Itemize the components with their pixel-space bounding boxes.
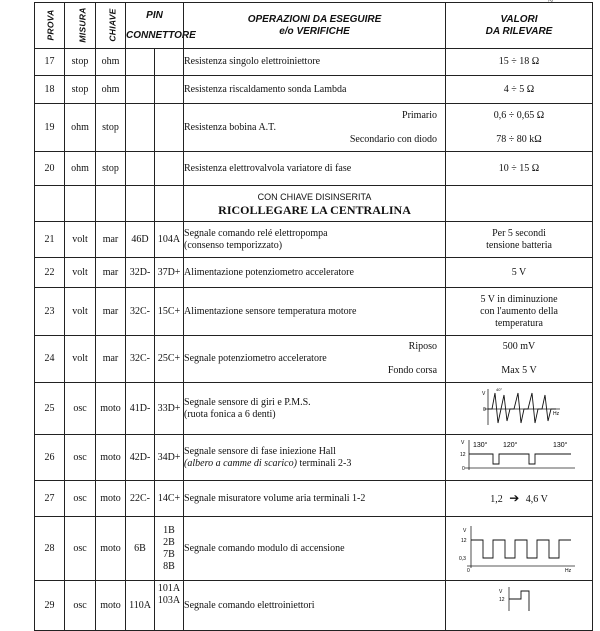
header-chiave: CHIAVE <box>96 3 126 49</box>
chiave-cell: moto <box>96 435 126 481</box>
operation-cell: Alimentazione sensore temperatura motore <box>184 288 446 336</box>
wave25-v-label: V <box>482 390 486 397</box>
wave28-hz-label: Hz <box>565 567 572 574</box>
wave26-angle1: 130° <box>473 441 488 449</box>
empty-cell <box>96 186 126 222</box>
pin1-cell: 110A <box>126 581 155 631</box>
misura-cell: ohm <box>65 104 96 152</box>
prova-cell: 17 <box>35 49 65 76</box>
value-end: 4,6 V <box>525 493 548 505</box>
pin1-cell: 32C- <box>126 336 155 383</box>
value-secondario: 78 ÷ 80 kΩ <box>496 133 542 145</box>
pin1-cell <box>126 49 155 76</box>
operation-cell: Segnale comando relé elettropompa (consenso temporizzato) <box>184 222 446 258</box>
prova-cell: 29 <box>35 581 65 631</box>
header-prova: PROVA <box>35 3 65 49</box>
wave26-v-label: V <box>461 439 465 446</box>
value-cell: 10 ÷ 15 Ω <box>446 152 593 186</box>
value-cell <box>446 581 593 631</box>
wave28-12-label: 12 <box>461 537 467 544</box>
prova-cell: 19 <box>35 104 65 152</box>
value-riposo: 500 mV <box>502 341 536 352</box>
table-row <box>35 288 593 336</box>
misura-cell: osc <box>65 435 96 481</box>
pin2-cell: 14C+ <box>155 481 184 517</box>
header-row <box>35 3 593 49</box>
header-operazioni: OPERAZIONI DA ESEGUIRE e/o VERIFICHE <box>184 3 446 49</box>
operation-cell: Resistenza singolo elettroiniettore <box>184 49 446 76</box>
op-main: Segnale potenziometro acceleratore <box>184 353 327 364</box>
pin2-cell: 37D+ <box>155 258 184 288</box>
chiave-cell: moto <box>96 581 126 631</box>
op-fondo-corsa: Fondo corsa <box>387 365 438 376</box>
value-fondo-corsa: Max 5 V <box>501 365 537 376</box>
misura-cell: osc <box>65 383 96 435</box>
wave26-angle3: 130° <box>553 441 568 449</box>
empty-cell <box>65 186 96 222</box>
pin1-cell: 6B <box>126 517 155 581</box>
op-main: Resistenza bobina A.T. <box>184 121 277 133</box>
value-cell: 4 ÷ 5 Ω <box>446 76 593 104</box>
operation-cell <box>184 336 446 383</box>
operation-cell: Resistenza elettrovalvola variatore di fase <box>184 152 446 186</box>
pin1-cell: 32D- <box>126 258 155 288</box>
pin2-cell: 34D+ <box>155 435 184 481</box>
misura-cell: osc <box>65 517 96 581</box>
pin1-cell: 42D- <box>126 435 155 481</box>
pin1-cell: 32C- <box>126 288 155 336</box>
value-cell <box>446 336 593 383</box>
misura-cell: osc <box>65 481 96 517</box>
waveform-injectors <box>459 581 579 611</box>
table-row <box>35 152 593 186</box>
corner-mark: ~ <box>548 0 554 7</box>
pin2-cell <box>155 49 184 76</box>
section-row <box>35 186 593 222</box>
op-riposo: Riposo <box>408 341 438 352</box>
wave28-zero-label: 0 <box>467 567 470 574</box>
prova-cell: 18 <box>35 76 65 104</box>
value-primario: 0,6 ÷ 0,65 Ω <box>493 109 545 121</box>
chiave-cell: mar <box>96 336 126 383</box>
operation-cell: Alimentazione potenziometro acceleratore <box>184 258 446 288</box>
section-title <box>184 186 446 222</box>
prova-cell: 28 <box>35 517 65 581</box>
header-pin-connettore <box>126 3 196 49</box>
chiave-cell: moto <box>96 383 126 435</box>
misura-cell: volt <box>65 222 96 258</box>
section-line1: CON CHIAVE DISINSERITA <box>257 191 372 202</box>
chiave-cell: stop <box>96 152 126 186</box>
header-connettore: CONNETTORE <box>126 29 196 41</box>
wave28-v-label: V <box>463 527 467 534</box>
value-cell: Per 5 secondi tensione batteria <box>446 222 593 258</box>
header-valori: VALORI DA RILEVARE <box>446 3 593 49</box>
value-cell <box>446 517 593 581</box>
chiave-cell: ohm <box>96 49 126 76</box>
section-line2: RICOLLEGARE LA CENTRALINA <box>218 202 411 217</box>
table-row <box>35 481 593 517</box>
table-row <box>35 104 593 152</box>
prova-cell: 20 <box>35 152 65 186</box>
op-primario: Primario <box>402 109 438 121</box>
empty-cell <box>126 186 155 222</box>
chiave-cell: mar <box>96 288 126 336</box>
empty-cell <box>155 186 184 222</box>
chiave-cell: moto <box>96 517 126 581</box>
waveform-hall-phase-sensor <box>459 436 579 476</box>
value-cell <box>446 481 593 517</box>
misura-cell: osc <box>65 581 96 631</box>
wave25-hz-label: Hz <box>553 410 560 417</box>
pin1-cell: 46D <box>126 222 155 258</box>
header-pin: PIN <box>146 9 163 21</box>
operation-cell: Resistenza riscaldamento sonda Lambda <box>184 76 446 104</box>
table-row <box>35 49 593 76</box>
wave29-v-label: V <box>499 589 503 595</box>
table-row <box>35 383 593 435</box>
pin2-cell: 15C+ <box>155 288 184 336</box>
prova-cell: 26 <box>35 435 65 481</box>
pin2-cell <box>155 152 184 186</box>
misura-cell: ohm <box>65 152 96 186</box>
value-cell <box>446 435 593 481</box>
prova-cell: 27 <box>35 481 65 517</box>
waveform-rpm-sensor <box>474 385 564 429</box>
header-misura: MISURA <box>65 3 96 49</box>
chiave-cell: mar <box>96 258 126 288</box>
pin2-cell: 101A 103A <box>155 581 184 631</box>
pin1-cell <box>126 104 155 152</box>
chiave-cell: mar <box>96 222 126 258</box>
prova-cell: 23 <box>35 288 65 336</box>
table-row <box>35 222 593 258</box>
misura-cell: volt <box>65 336 96 383</box>
prova-cell: 22 <box>35 258 65 288</box>
arrow-right-icon: ➔ <box>509 490 520 505</box>
pin2-cell: 25C+ <box>155 336 184 383</box>
pin1-cell <box>126 152 155 186</box>
misura-cell: stop <box>65 76 96 104</box>
operation-cell: Segnale comando modulo di accensione <box>184 517 446 581</box>
value-cell: 5 V in diminuzione con l'aumento della temperatura <box>446 288 593 336</box>
prova-cell: 25 <box>35 383 65 435</box>
table-row <box>35 76 593 104</box>
value-cell: 15 ÷ 18 Ω <box>446 49 593 76</box>
table-row <box>35 581 593 631</box>
table-row <box>35 258 593 288</box>
operation-cell: Segnale comando elettroiniettori <box>184 581 446 631</box>
wave26-12-label: 12 <box>460 451 466 458</box>
table-row <box>35 435 593 481</box>
chiave-cell: stop <box>96 104 126 152</box>
value-start: 1,2 <box>490 493 503 505</box>
operation-cell: Segnale misuratore volume aria terminali 1-2 <box>184 481 446 517</box>
pin1-cell <box>126 76 155 104</box>
prova-cell: 21 <box>35 222 65 258</box>
procedure-table <box>34 2 593 631</box>
wave25-zero-label: 0 <box>483 406 486 413</box>
table-row <box>35 336 593 383</box>
value-cell: 5 V <box>446 258 593 288</box>
pin1-cell: 41D- <box>126 383 155 435</box>
empty-cell <box>446 186 593 222</box>
pin2-cell: 1B 2B 7B 8B <box>155 517 184 581</box>
misura-cell: volt <box>65 288 96 336</box>
pin2-cell: 104A <box>155 222 184 258</box>
value-cell <box>446 104 593 152</box>
wave26-zero-label: 0 <box>462 465 465 472</box>
prova-cell: 24 <box>35 336 65 383</box>
pin2-cell <box>155 76 184 104</box>
pin2-cell <box>155 104 184 152</box>
op-secondario: Secondario con diodo <box>349 133 438 145</box>
misura-cell: stop <box>65 49 96 76</box>
table-row <box>35 517 593 581</box>
value-cell <box>446 383 593 435</box>
pin2-cell: 33D+ <box>155 383 184 435</box>
chiave-cell: ohm <box>96 76 126 104</box>
operation-cell: Segnale sensore di fase iniezione Hall (albero a camme di scarico) terminali 2-3 <box>184 435 446 481</box>
wave25-peak-label: 40° <box>496 386 503 392</box>
operation-cell <box>184 104 446 152</box>
wave28-low-label: 0,3 <box>459 555 466 562</box>
pin1-cell: 22C- <box>126 481 155 517</box>
operation-cell: Segnale sensore di giri e P.M.S. (ruota fonica a 6 denti) <box>184 383 446 435</box>
waveform-ignition-module <box>459 520 579 574</box>
op-italic-part: (albero a camme di scarico) <box>184 457 297 469</box>
wave29-12-label: 12 <box>499 597 505 603</box>
chiave-cell: moto <box>96 481 126 517</box>
empty-cell <box>35 186 65 222</box>
misura-cell: volt <box>65 258 96 288</box>
wave26-angle2: 120° <box>503 441 518 449</box>
